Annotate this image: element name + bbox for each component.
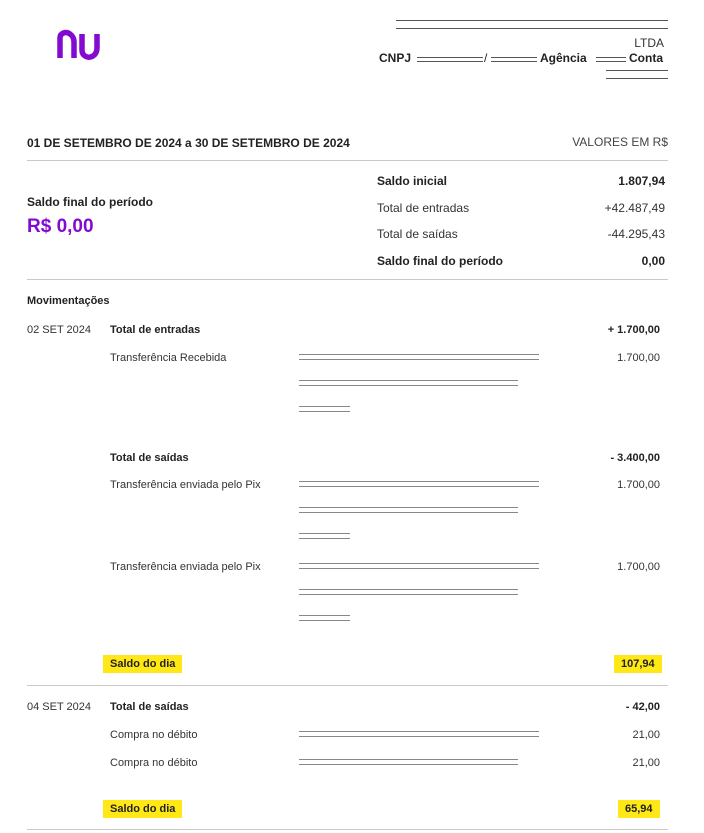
- final-balance-label: Saldo final do período: [27, 195, 153, 209]
- summary-value-saldo-final: 0,00: [641, 254, 665, 268]
- summary-label-entradas: Total de entradas: [377, 201, 470, 215]
- agencia-redacted-field: [596, 57, 626, 58]
- cnpj-label: CNPJ: [379, 51, 412, 65]
- movement-date: 04 SET 2024: [27, 701, 92, 713]
- conta-label: Conta: [629, 51, 663, 65]
- transaction-value: 1.700,00: [617, 352, 660, 364]
- redacted-details: [299, 507, 518, 513]
- transaction-value: 1.700,00: [617, 479, 660, 491]
- total-saidas-label: Total de saídas: [110, 452, 189, 464]
- total-saidas-label: Total de saídas: [110, 701, 189, 713]
- summary-value-saldo-inicial: 1.807,94: [618, 174, 665, 188]
- redacted-details: [299, 533, 350, 539]
- transaction-value: 21,00: [632, 757, 660, 769]
- company-suffix: LTDA: [634, 36, 664, 50]
- redacted-details: [299, 731, 539, 737]
- transaction-description: Transferência enviada pelo Pix: [110, 561, 261, 573]
- agencia-label: Agência: [540, 51, 587, 65]
- redacted-details: [299, 615, 350, 621]
- cnpj-redacted-field: [417, 61, 483, 62]
- final-balance-value: R$ 0,00: [27, 216, 94, 237]
- redacted-details: [299, 481, 539, 487]
- summary-label-saldo-final: Saldo final do período: [377, 254, 503, 268]
- transaction-description: Transferência enviada pelo Pix: [110, 479, 261, 491]
- divider: [27, 160, 668, 161]
- redacted-details: [299, 406, 350, 412]
- summary-value-entradas: +42.487,49: [604, 201, 665, 215]
- agencia-redacted-field: [596, 61, 626, 62]
- total-saidas-value: - 42,00: [625, 701, 660, 713]
- daily-balance-value: 65,94: [618, 800, 660, 818]
- summary-value-saidas: -44.295,43: [607, 227, 665, 241]
- currency-note: VALORES EM R$: [572, 135, 668, 149]
- redacted-name-line: [396, 20, 668, 21]
- movement-date: 02 SET 2024: [27, 324, 92, 336]
- daily-balance-value: 107,94: [614, 655, 662, 673]
- divider: [27, 279, 668, 280]
- divider: [27, 685, 668, 686]
- redacted-details: [299, 589, 518, 595]
- cnpj-redacted-field: [491, 61, 537, 62]
- total-entradas-label: Total de entradas: [110, 324, 201, 336]
- divider: [27, 829, 668, 830]
- redacted-details: [299, 759, 518, 765]
- total-entradas-value: + 1.700,00: [607, 324, 660, 336]
- daily-balance-label: Saldo do dia: [103, 800, 182, 818]
- transaction-value: 1.700,00: [617, 561, 660, 573]
- redacted-details: [299, 563, 539, 569]
- summary-label-saldo-inicial: Saldo inicial: [377, 174, 448, 188]
- transaction-description: Transferência Recebida: [110, 352, 227, 364]
- transaction-description: Compra no débito: [110, 757, 198, 769]
- conta-redacted-field: [606, 70, 668, 71]
- cnpj-redacted-field: [491, 57, 537, 58]
- daily-balance-label: Saldo do dia: [103, 655, 182, 673]
- cnpj-redacted-field: [417, 57, 483, 58]
- cnpj-separator: /: [484, 51, 488, 65]
- summary-label-saidas: Total de saídas: [377, 227, 458, 241]
- redacted-details: [299, 380, 518, 386]
- transaction-description: Compra no débito: [110, 729, 198, 741]
- total-saidas-value: - 3.400,00: [610, 452, 660, 464]
- redacted-name-line: [396, 28, 668, 29]
- redacted-details: [299, 354, 539, 360]
- movements-title: Movimentações: [27, 295, 110, 307]
- conta-redacted-field: [606, 78, 668, 79]
- nubank-logo: [56, 28, 106, 62]
- transaction-value: 21,00: [632, 729, 660, 741]
- period-title: 01 DE SETEMBRO DE 2024 a 30 DE SETEMBRO DE 2024: [27, 136, 350, 150]
